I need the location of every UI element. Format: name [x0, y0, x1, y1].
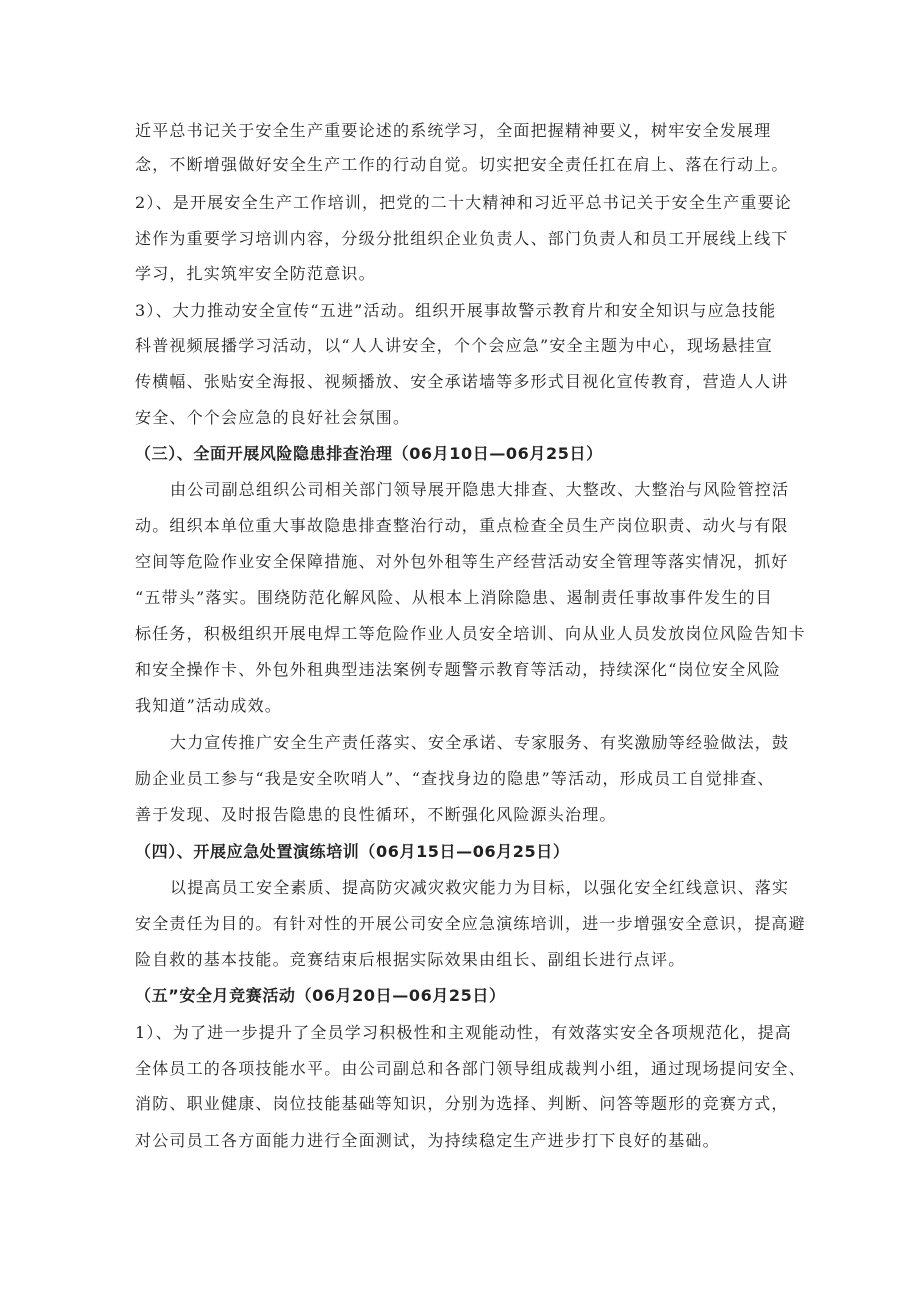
- paragraph-first-line: 以提高员工安全素质、提高防灾减灾救灾能力为目标，以强化安全红线意识、落实: [170, 878, 790, 897]
- body-text-line: 对公司员工各方面能力进行全面测试，为持续稳定生产进步打下良好的基础。: [135, 1131, 720, 1150]
- body-text-line: 传横幅、张贴安全海报、视频播放、安全承诺墙等多形式目视化宣传教育，营造人人讲: [135, 372, 789, 391]
- body-text-line: 励企业员工参与“我是安全吹哨人”、“查找身边的隐患”等活动，形成员工自觉排查、: [135, 769, 775, 788]
- section-heading-3: （三）、全面开展风险隐患排查治理（06月10日—06月25日）: [135, 444, 603, 463]
- body-text-line: 学习，扎实筑牢安全防范意识。: [135, 264, 376, 283]
- section-heading-5: （五”安全月竞赛活动（06月20日—06月25日）: [135, 986, 506, 1005]
- body-text-line: 和安全操作卡、外包外租典型违法案例专题警示教育等活动，持续深化“岗位安全风险: [135, 660, 781, 679]
- body-text-line: 全体员工的各项技能水平。由公司副总和各部门领导组成裁判小组，通过现场提问安全、: [135, 1059, 806, 1078]
- body-text-line: 标任务，积极组织开展电焊工等危险作业人员安全培训、向从业人员发放岗位风险告知卡: [135, 624, 806, 643]
- paragraph-first-line: 大力宣传推广安全生产责任落实、安全承诺、专家服务、有奖激励等经验做法，鼓: [170, 733, 790, 752]
- list-item-3: 3）、大力推动安全宣传“五进”活动。组织开展事故警示教育片和安全知识与应急技能: [135, 301, 777, 320]
- body-text-line: 险自救的基本技能。竞赛结束后根据实际效果由组长、副组长进行点评。: [135, 950, 686, 969]
- body-text-line: 近平总书记关于安全生产重要论述的系统学习，全面把握精神要义，树牢安全发展理: [135, 121, 772, 140]
- section-heading-4: （四）、开展应急处置演练培训（06月15日—06月25日）: [135, 842, 570, 861]
- body-text-line: 科普视频展播学习活动，以“人人讲安全，个个会应急”安全主题为中心，现场悬挂宣: [135, 336, 773, 355]
- list-item-1: 1）、为了进一步提升了全员学习积极性和主观能动性，有效落实安全各项规范化，提高: [135, 1023, 792, 1042]
- paragraph-first-line: 由公司副总组织公司相关部门领导展开隐患大排查、大整改、大整治与风险管控活: [170, 480, 790, 499]
- body-text-line: 我知道”活动成效。: [135, 696, 282, 715]
- body-text-line: 述作为重要学习培训内容，分级分批组织企业负责人、部门负责人和员工开展线上线下: [135, 229, 789, 248]
- body-text-line: 念，不断增强做好安全生产工作的行动自觉。切实把安全责任扛在肩上、落在行动上。: [135, 155, 789, 174]
- body-text-line: 善于发现、及时报告隐患的良性循环，不断强化风险源头治理。: [135, 805, 617, 824]
- list-item-2: 2）、是开展安全生产工作培训，把党的二十大精神和习近平总书记关于安全生产重要论: [135, 193, 792, 212]
- body-text-line: 空间等危险作业安全保障措施、对外包外租等生产经营活动安全管理等落实情况，抓好: [135, 552, 789, 571]
- body-text-line: 消防、职业健康、岗位技能基础等知识，分别为选择、判断、问答等题形的竞赛方式，: [135, 1094, 789, 1113]
- body-text-line: 安全责任为目的。有针对性的开展公司安全应急演练培训，进一步增强安全意识，提高避: [135, 914, 806, 933]
- body-text-line: 动。组织本单位重大事故隐患排查整治行动，重点检查全员生产岗位职责、动火与有限: [135, 516, 789, 535]
- body-text-line: “五带头”落实。围绕防范化解风险、从根本上消除隐患、遏制责任事故事件发生的目: [135, 588, 773, 607]
- body-text-line: 安全、个个会应急的良好社会氛围。: [135, 408, 411, 427]
